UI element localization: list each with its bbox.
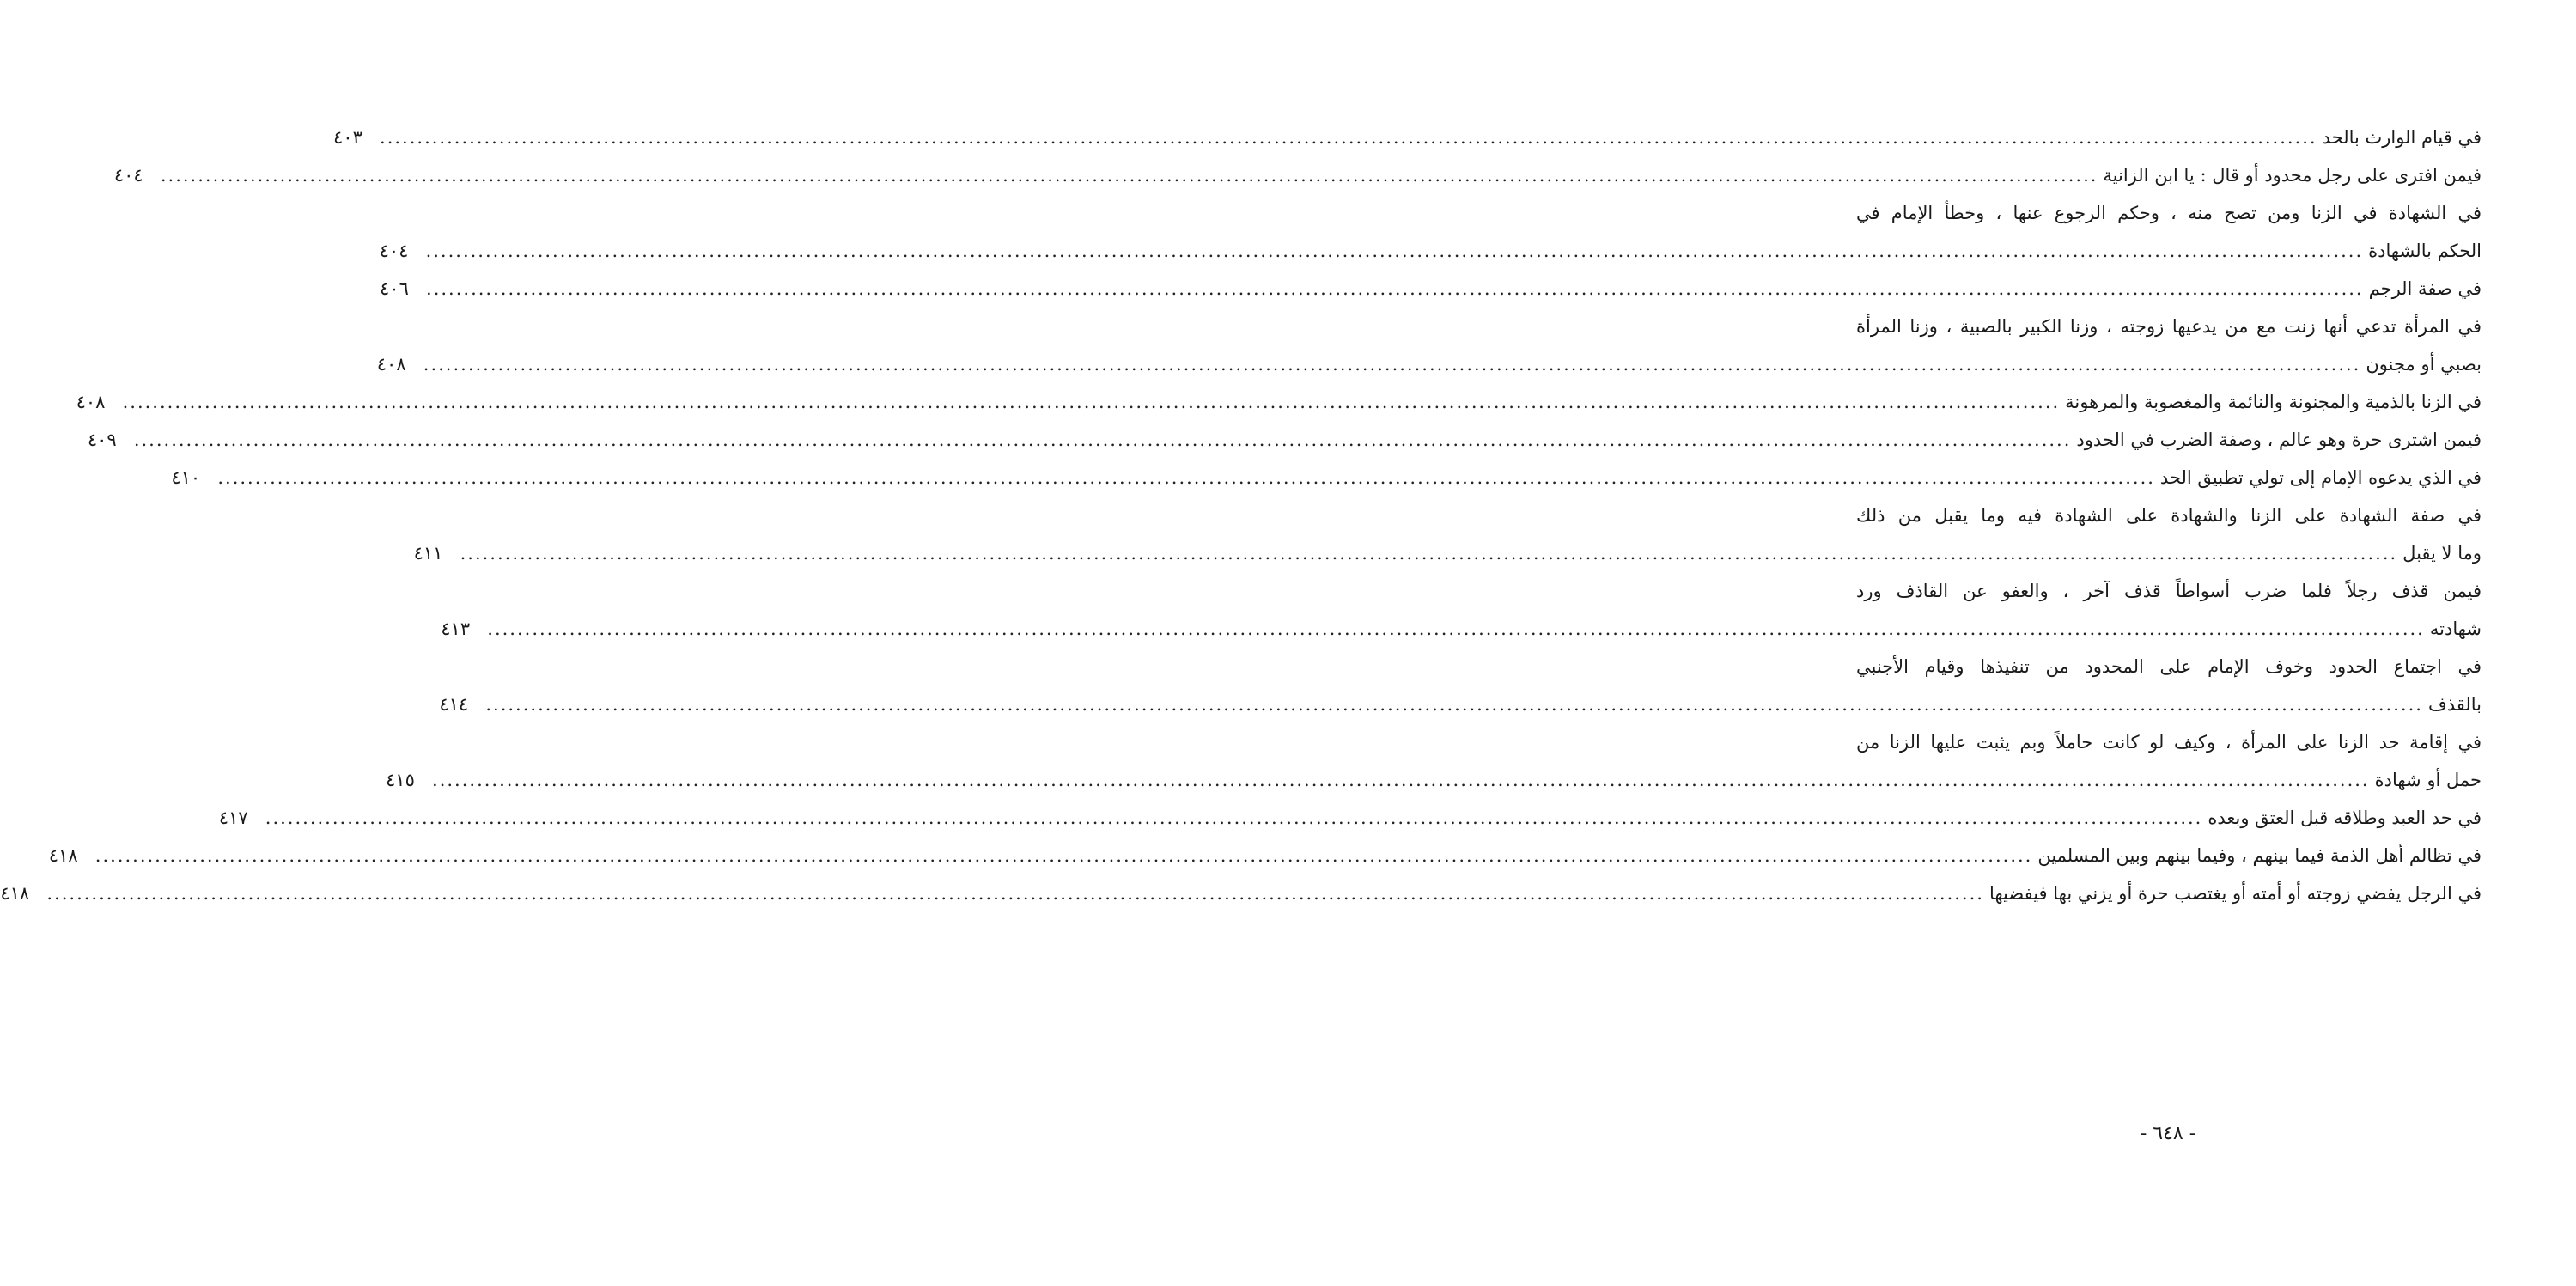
dot-leader: .................................................................................................................................................................................................................................................................... <box>217 467 2155 488</box>
toc-entry <box>76 383 2482 421</box>
toc-entry-title: في المرأة تدعي أنها زنت مع من يدعيها زوجته ، وزنا الكبير بالصبية ، وزنا المرأة <box>1856 316 2482 337</box>
page-number: - ٦٤٨ - <box>2140 1123 2196 1144</box>
toc-entry-title: بالقذف <box>2427 694 2482 715</box>
dot-leader: .................................................................................................................................................................................................................................................................... <box>133 430 2072 450</box>
toc-entry <box>379 232 2482 270</box>
dot-leader: .................................................................................................................................................................................................................................................................... <box>432 770 2370 790</box>
toc-page-number: ٤٠٦ <box>380 278 409 299</box>
toc-page-number: ٤٠٤ <box>379 241 409 261</box>
dot-leader: .................................................................................................................................................................................................................................................................... <box>380 127 2317 148</box>
toc-entry-title: في تظالم أهل الذمة فيما بينهم ، وفيما بينهم وبين المسلمين <box>2037 845 2482 866</box>
toc-page-number: ٤١٨ <box>0 883 30 904</box>
toc-entry-title: في اجتماع الحدود وخوف الإمام على المحدود من تنفيذها وقيام الأجنبي <box>1856 656 2482 677</box>
toc-entry-title: الحكم بالشهادة <box>2368 241 2482 261</box>
toc-page-number: ٤٠٤ <box>113 165 143 186</box>
dot-leader: .................................................................................................................................................................................................................................................................... <box>485 694 2423 715</box>
toc-entry-title: في حد العبد وطلاقه قبل العتق وبعده <box>2208 808 2482 828</box>
toc-entry <box>376 345 2482 383</box>
toc-entry-continuation <box>1856 723 2482 761</box>
toc-page-number: ٤١٧ <box>218 808 248 828</box>
toc-entry <box>48 837 2482 875</box>
toc-page-number: ٤١٨ <box>48 845 78 866</box>
toc-entry-title: في الشهادة في الزنا ومن تصح منه ، وحكم الرجوع عنها ، وخطأ الإمام في <box>1856 203 2482 223</box>
toc-entry-title: حمل أو شهادة <box>2374 770 2482 790</box>
toc-entry-title: في قيام الوارث بالحد <box>2322 127 2482 148</box>
dot-leader: .................................................................................................................................................................................................................................................................... <box>46 883 1984 904</box>
dot-leader: .................................................................................................................................................................................................................................................................... <box>122 392 2061 412</box>
toc-entry <box>333 119 2482 156</box>
dot-leader: .................................................................................................................................................................................................................................................................... <box>94 845 2033 866</box>
toc-entry-title: فيمن اشترى حرة وهو عالم ، وصفة الضرب في الحدود <box>2076 430 2482 450</box>
toc-page-number: ٤١٤ <box>439 694 469 715</box>
toc-entry-continuation <box>1856 572 2482 610</box>
dot-leader: .................................................................................................................................................................................................................................................................... <box>426 278 2364 299</box>
toc-entry-title: وما لا يقبل <box>2402 543 2482 564</box>
toc-entry-continuation <box>1856 648 2482 686</box>
toc-page-number: ٤١٣ <box>441 619 471 639</box>
toc-entry-title: بصبي أو مجنون <box>2366 354 2482 375</box>
toc-entry-title: فيمن قذف رجلاً فلما ضرب أسواطاً قذف آخر ، والعفو عن القاذف ورد <box>1856 581 2482 601</box>
toc-entry <box>218 799 2482 837</box>
toc-page-number: ٤٠٣ <box>333 127 362 148</box>
toc-entry-title: شهادته <box>2429 619 2482 639</box>
dot-leader: .................................................................................................................................................................................................................................................................... <box>425 241 2364 261</box>
dot-leader: .................................................................................................................................................................................................................................................................... <box>460 543 2398 564</box>
dot-leader: .................................................................................................................................................................................................................................................................... <box>487 619 2425 639</box>
table-of-contents <box>0 119 2482 912</box>
toc-entry-title: في صفة الرجم <box>2368 278 2482 299</box>
toc-page-number: ٤٠٨ <box>376 354 406 375</box>
toc-entry-title: في الذي يدعوه الإمام إلى تولي تطبيق الحد <box>2159 467 2482 488</box>
toc-page-number: ٤١٠ <box>171 467 201 488</box>
toc-entry-continuation <box>1856 497 2482 534</box>
toc-entry-title: في إقامة حد الزنا على المرأة ، وكيف لو كانت حاملاً وبم يثبت عليها الزنا من <box>1856 732 2482 753</box>
toc-entry-continuation <box>1856 194 2482 232</box>
toc-entry-title: في الرجل يفضي زوجته أو أمته أو يغتصب حرة أو يزني بها فيفضيها <box>1988 883 2482 904</box>
toc-entry <box>380 270 2482 308</box>
toc-page-number: ٤٠٩ <box>87 430 117 450</box>
toc-entry <box>171 459 2482 497</box>
toc-entry <box>87 421 2482 459</box>
toc-entry-title: فيمن افترى على رجل محدود أو قال : يا ابن الزانية <box>2103 165 2482 186</box>
toc-entry <box>0 875 2482 912</box>
toc-entry-title: في صفة الشهادة على الزنا والشهادة على الشهادة فيه وما يقبل من ذلك <box>1856 505 2482 526</box>
dot-leader: .................................................................................................................................................................................................................................................................... <box>160 165 2098 186</box>
toc-entry <box>413 534 2482 572</box>
toc-page-number: ٤٠٨ <box>76 392 106 412</box>
dot-leader: .................................................................................................................................................................................................................................................................... <box>265 808 2203 828</box>
toc-entry <box>386 761 2482 799</box>
toc-entry <box>439 686 2482 723</box>
dot-leader: .................................................................................................................................................................................................................................................................... <box>423 354 2361 375</box>
toc-entry <box>441 610 2482 648</box>
toc-page-number: ٤١١ <box>413 543 443 564</box>
toc-entry-title: في الزنا بالذمية والمجنونة والنائمة والمغصوبة والمرهونة <box>2065 392 2482 412</box>
toc-entry-continuation <box>1856 308 2482 345</box>
toc-entry <box>113 156 2482 194</box>
toc-page-number: ٤١٥ <box>386 770 415 790</box>
